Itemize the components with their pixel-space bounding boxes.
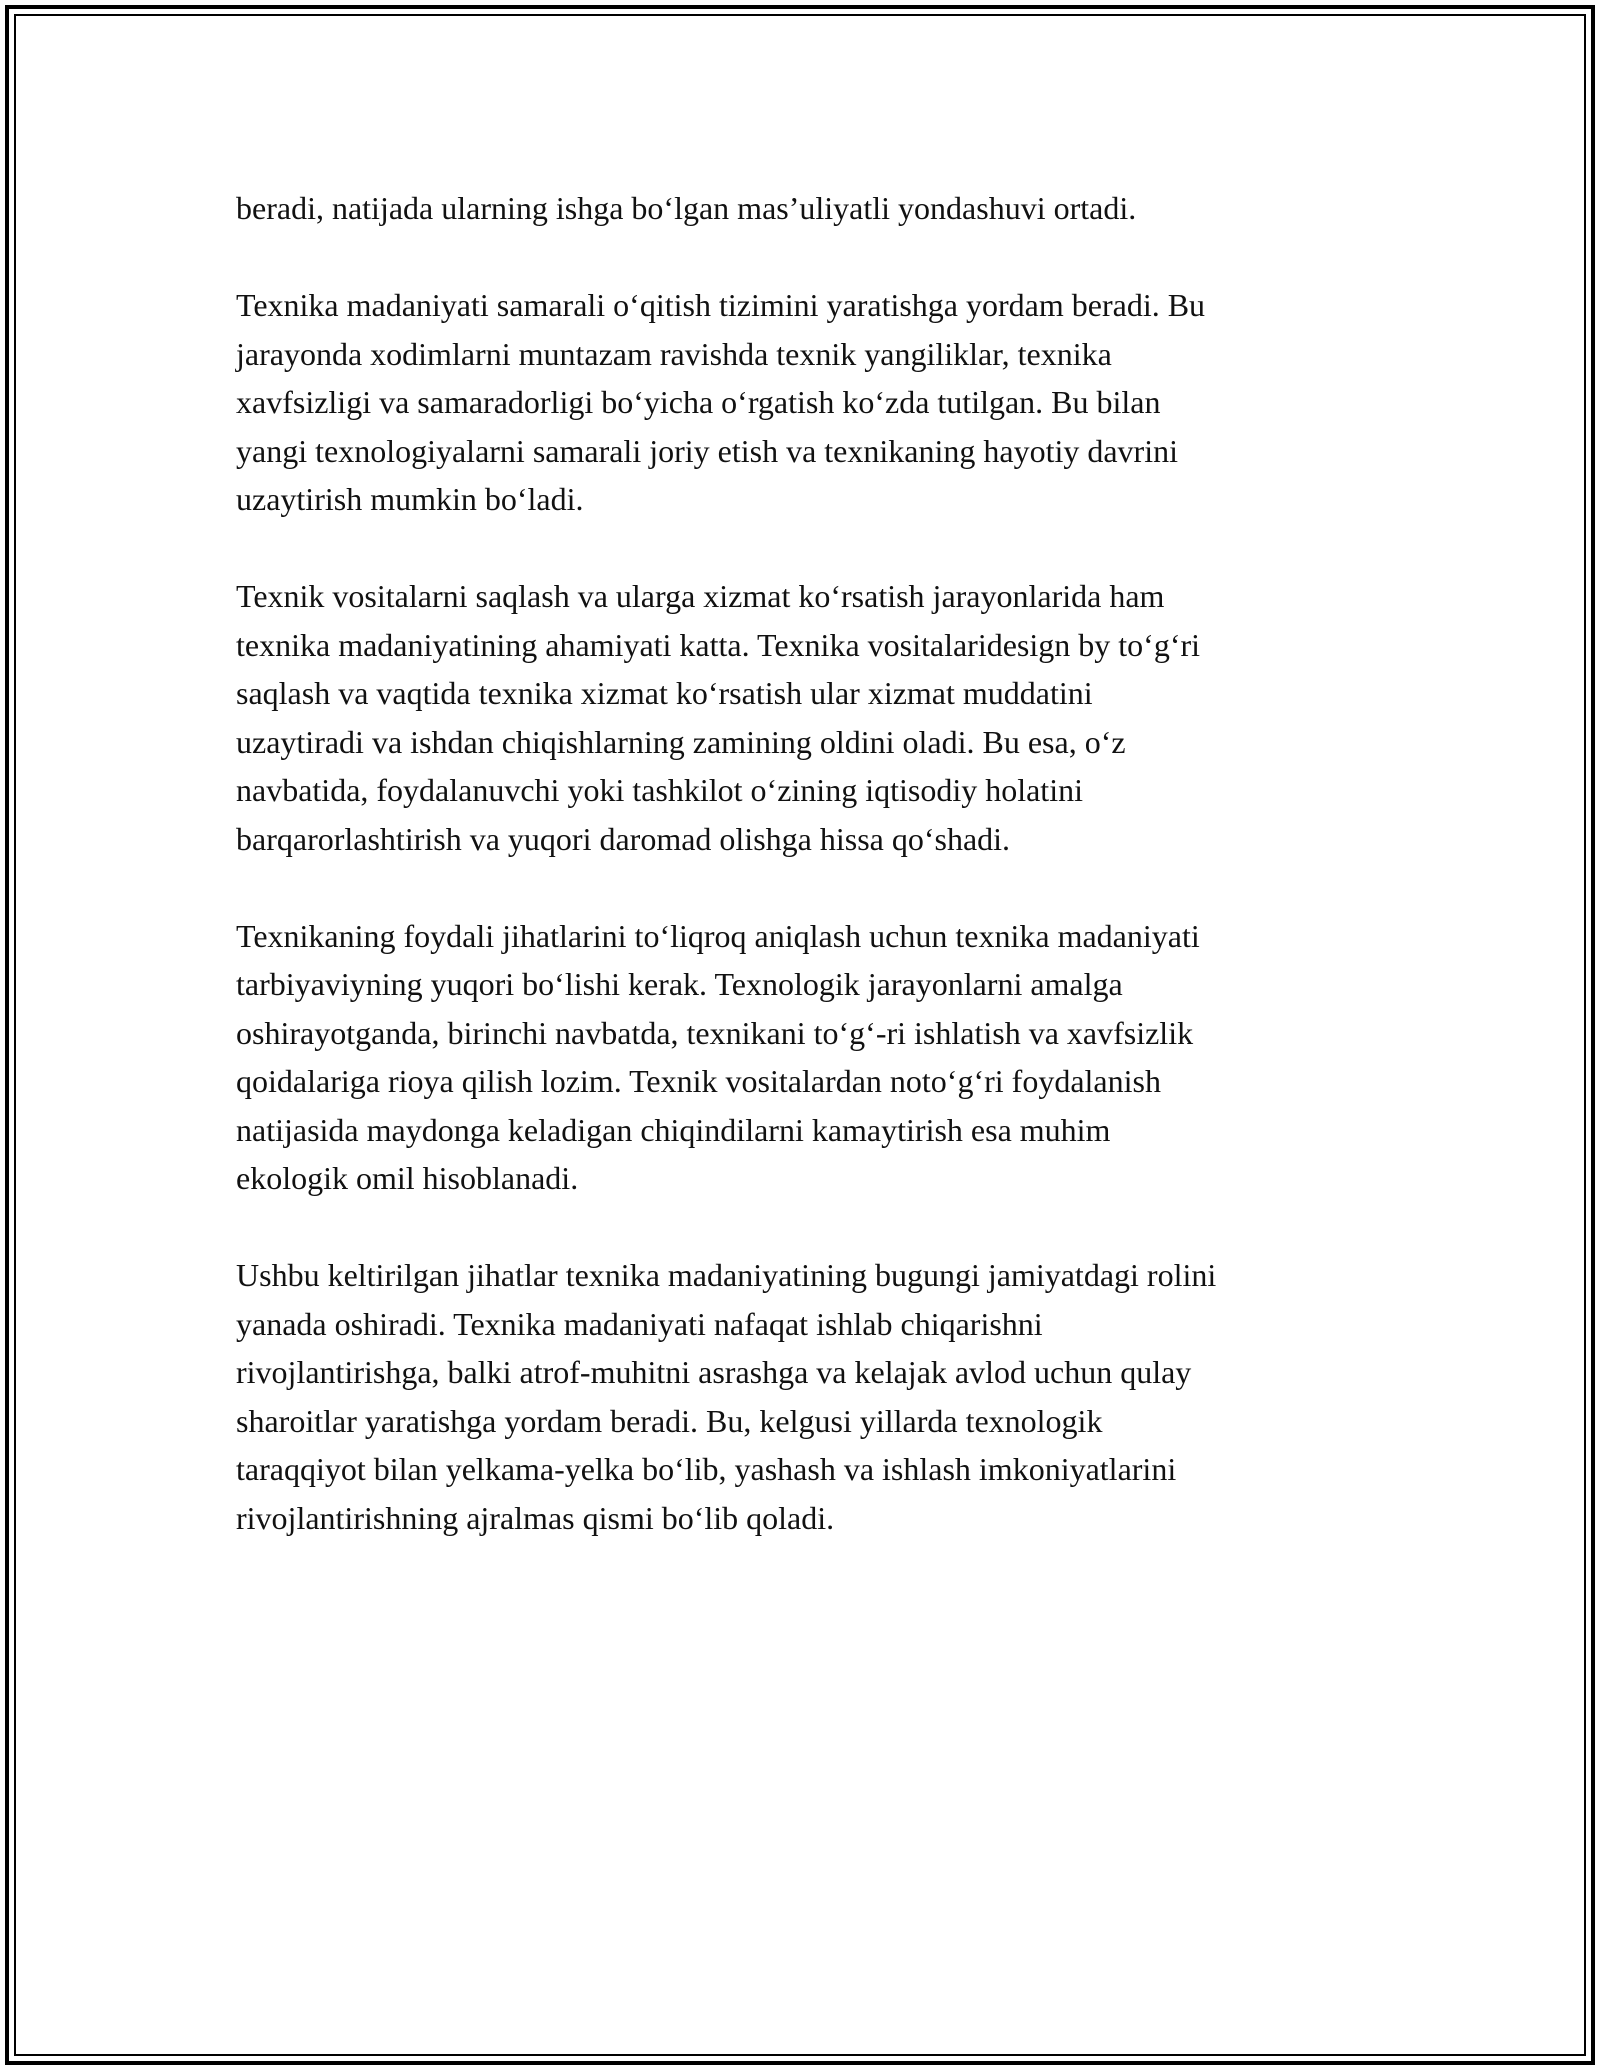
paragraph-3: Texnik vositalarni saqlash va ularga xizmat ko‘rsatish jarayonlarida ham texnika madaniyatining ahamiyati katta. Texnika vositalaridesign by to‘g‘ri saqlash va vaqtida texnika xizmat ko‘rsatish ular xizmat muddatini uzaytiradi va ishdan chiqishlarning zamining oldini oladi. Bu esa, o‘z navbatida, foydalanuvchi yoki tashkilot o‘zining iqtisodiy holatini barqarorlashtirish va yuqori daromad olishga hissa qo‘shadi. xyxy=(236,578,1201,857)
paragraph-4: Texnikaning foydali jihatlarini to‘liqroq aniqlash uchun texnika madaniyati tarbiyaviyning yuqori bo‘lishi kerak. Texnologik jarayonlarni amalga oshirayotganda, birinchi navbatda, texnikani to‘g‘-ri ishlatish va xavfsizlik qoidalariga rioya qilish lozim. Texnik vositalardan noto‘g‘ri foydalanish natijasida maydonga keladigan chiqindilarni kamaytirish esa muhim ekologik omil hisoblanadi. xyxy=(236,917,1200,1196)
document-body xyxy=(236,184,1376,1591)
paragraph-1: beradi, natijada ularning ishga bo‘lgan mas’uliyatli yondashuvi ortadi. xyxy=(236,190,1137,226)
paragraph-2: Texnika madaniyati samarali o‘qitish tizimini yaratishga yordam beradi. Bu jarayonda xodimlarni muntazam ravishda texnik yangiliklar, texnika xavfsizligi va samaradorligi bo‘yicha o‘rgatish ko‘zda tutilgan. Bu bilan yangi texnologiyalarni samarali joriy etish va texnikaning hayotiy davrini uzaytirish mumkin bo‘ladi. xyxy=(236,287,1206,517)
paragraph-5: Ushbu keltirilgan jihatlar texnika madaniyatining bugungi jamiyatdagi rolini yanada oshiradi. Texnika madaniyati nafaqat ishlab chiqarishni rivojlantirishga, balki atrof-muhitni asrashga va kelajak avlod uchun qulay sharoitlar yaratishga yordam beradi. Bu, kelgusi yillarda texnologik taraqqiyot bilan yelkama-yelka bo‘lib, yashash va ishlash imkoniyatlarini rivojlantirishning ajralmas qismi bo‘lib qoladi. xyxy=(236,1257,1217,1536)
